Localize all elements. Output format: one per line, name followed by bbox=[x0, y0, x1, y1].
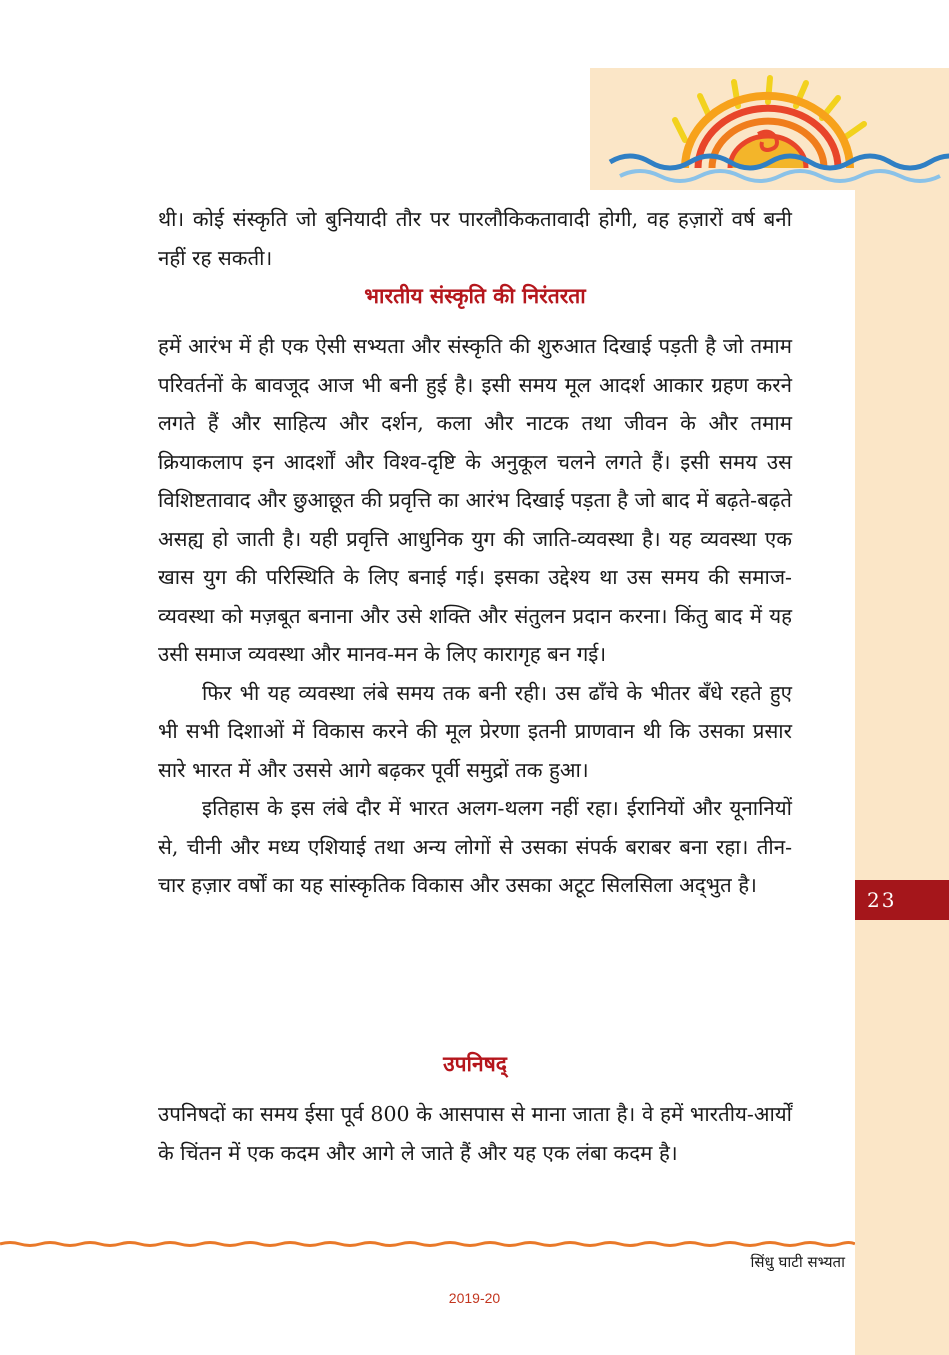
footer-year: 2019-20 bbox=[448, 1290, 501, 1306]
body-text bbox=[158, 327, 792, 905]
section-heading-continuity: भारतीय संस्कृति की निरंतरता bbox=[364, 283, 586, 308]
side-band bbox=[855, 185, 949, 1355]
section-heading-upanishad: उपनिषद् bbox=[443, 1051, 507, 1076]
paragraph-1: हमें आरंभ में ही एक ऐसी सभ्यता और संस्कृति की शुरुआत दिखाई पड़ती है जो तमाम परिवर्तनों के बावजूद आज भी बनी हुई है। इसी समय मूल आदर्श आकार ग्रहण करने लगते हैं और साहित्य और दर्शन, कला और नाटक तथा जीवन के और तमाम क्रियाकलाप इन आदर्शों और विश्व-दृष्टि के अनुकूल चलने लगते हैं। इसी समय उस विशिष्टतावाद और छुआछूत की प्रवृत्ति का आरंभ दिखाई पड़ता है जो बाद में बढ़ते-बढ़ते असह्य हो जाती है। यही प्रवृत्ति आधुनिक युग की जाति-व्यवस्था है। यह व्यवस्था एक खास युग की परिस्थिति के लिए बनाई गई। इसका उद्देश्य था उस समय की समाज-व्यवस्था को मज़बूत बनाना और उसे शक्ति और संतुलन प्रदान करना। किंतु बाद में यह उसी समाज व्यवस्था और मानव-मन के लिए कारागृह बन गई। bbox=[158, 334, 792, 666]
upanishad-body bbox=[158, 1095, 792, 1172]
sun-waves-decoration-icon bbox=[590, 68, 949, 190]
paragraph-3: इतिहास के इस लंबे दौर में भारत अलग-थलग नहीं रहा। ईरानियों और यूनानियों से, चीनी और मध्य एशियाई तथा अन्य लोगों से उसका संपर्क बराबर बना रहा। तीन-चार हज़ार वर्षों का यह सांस्कृतिक विकास और उसका अटूट सिलसिला अद्‍भुत है। bbox=[158, 796, 792, 897]
paragraph-4: उपनिषदों का समय ईसा पूर्व 800 के आसपास से माना जाता है। वे हमें भारतीय-आर्यों के चिंतन में एक कदम और आगे ले जाते हैं और यह एक लंबा कदम है। bbox=[158, 1102, 792, 1165]
intro-paragraph bbox=[158, 200, 792, 277]
intro-text: थी। कोई संस्कृति जो बुनियादी तौर पर पारलौकिकतावादी होगी, वह हज़ारों वर्ष बनी नहीं रह सकती। bbox=[158, 207, 792, 270]
footer-chapter-title: सिंधु घाटी सभ्यता bbox=[750, 1253, 845, 1271]
page-number: 23 bbox=[855, 880, 949, 920]
footer-divider bbox=[0, 1240, 855, 1248]
paragraph-2: फिर भी यह व्यवस्था लंबे समय तक बनी रही। उस ढाँचे के भीतर बँधे रहते हुए भी सभी दिशाओं में विकास करने की मूल प्रेरणा इतनी प्राणवान थी कि उसका प्रसार सारे भारत में और उससे आगे बढ़कर पूर्वी समुद्रों तक हुआ। bbox=[158, 680, 792, 782]
